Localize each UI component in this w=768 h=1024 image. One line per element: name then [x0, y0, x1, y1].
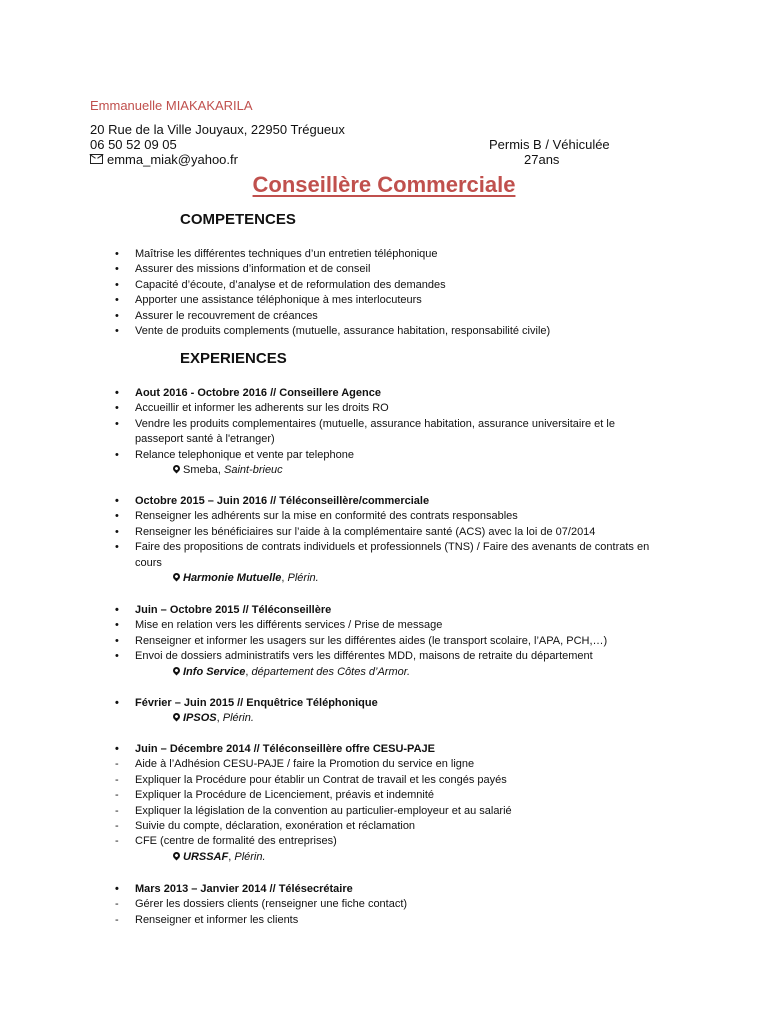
experience-title: • Mars 2013 – Janvier 2014 // Télésecrétaire	[115, 883, 353, 895]
list-item: • Envoi de dossiers administratifs vers les différentes MDD, maisons de retraite du département	[115, 650, 593, 663]
experience-2	[115, 494, 655, 586]
experience-title: • Aout 2016 - Octobre 2016 // Conseillere Agence	[115, 387, 381, 399]
job-title-text: Conseillère Commerciale	[252, 172, 516, 197]
email: emma_miak@yahoo.fr	[107, 152, 238, 167]
list-item: • Accueillir et informer les adherents sur les droits RO	[115, 402, 389, 415]
candidate-name: Emmanuelle MIAKAKARILA	[90, 98, 253, 113]
location: IPSOS, Plérin.	[115, 711, 655, 726]
list-item: - Expliquer la législation de la convention au particulier-employeur et au salarié	[115, 804, 512, 817]
list-item: • Renseigner les adhérents sur la mise en conformité des contrats responsables	[115, 510, 518, 523]
list-item: - Expliquer la Procédure pour établir un Contrat de travail et les congés payés	[115, 773, 507, 786]
list-item: - Suivie du compte, déclaration, exonération et réclamation	[115, 820, 416, 833]
list-item: • Renseigner et informer les usagers sur les différentes aides (le transport scolaire, l’APA, PCH,…)	[115, 634, 608, 647]
experience-title: • Juin – Décembre 2014 // Téléconseillère offre CESU-PAJE	[115, 743, 435, 755]
list-item: • Assurer le recouvrement de créances	[115, 309, 318, 322]
list-item: • Renseigner les bénéficiaires sur l’aide à la complémentaire santé (ACS) avec la loi de 07/2014	[115, 525, 596, 538]
location-pin-icon	[172, 572, 182, 582]
list-item: • Vente de produits complements (mutuelle, assurance habitation, responsabilité civile)	[115, 325, 551, 338]
list-item: • Vendre les produits complementaires (mutuelle, assurance habitation, assurance universitaire et le passeport santé à l'etranger)	[115, 417, 615, 446]
list-item: - Gérer les dossiers clients (renseigner une fiche contact)	[115, 898, 408, 911]
envelope-icon	[90, 154, 103, 164]
phone: 06 50 52 09 05	[90, 137, 177, 152]
location-pin-icon	[172, 712, 182, 722]
list-item: • Apporter une assistance téléphonique à mes interlocuteurs	[115, 294, 422, 307]
list-item: - CFE (centre de formalité des entreprises)	[115, 835, 337, 848]
experience-title: • Juin – Octobre 2015 // Téléconseillère	[115, 604, 332, 616]
location-pin-icon	[172, 464, 182, 474]
experience-6	[115, 882, 655, 928]
experience-3	[115, 603, 655, 680]
location: URSSAF, Plérin.	[115, 850, 655, 865]
location-pin-icon	[172, 665, 182, 675]
experience-1	[115, 386, 655, 478]
address: 20 Rue de la Ville Jouyaux, 22950 Trégueux	[90, 122, 345, 137]
list-item: • Faire des propositions de contrats individuels et professionnels (TNS) / Faire des avenants de contrats en cours	[115, 541, 650, 569]
competences-heading: COMPETENCES	[180, 211, 296, 228]
experience-title: • Février – Juin 2015 // Enquêtrice Téléphonique	[115, 697, 378, 709]
list-item: • Assurer des missions d’information et de conseil	[115, 263, 371, 276]
list-item: • Capacité d’écoute, d’analyse et de reformulation des demandes	[115, 278, 446, 291]
email-line	[90, 152, 238, 167]
job-title	[0, 172, 768, 198]
competences-list	[115, 247, 655, 339]
experience-title: • Octobre 2015 – Juin 2016 // Téléconseillère/commerciale	[115, 495, 430, 507]
location: Info Service, département des Côtes d’Armor.	[115, 665, 655, 680]
age: 27ans	[524, 152, 560, 167]
experiences-heading: EXPERIENCES	[180, 350, 287, 367]
list-item: • Maîtrise les différentes techniques d’un entretien téléphonique	[115, 248, 438, 260]
list-item: • Mise en relation vers les différents services / Prise de message	[115, 619, 443, 632]
list-item: - Expliquer la Procédure de Licenciement, préavis et indemnité	[115, 789, 434, 802]
experience-5	[115, 742, 655, 865]
location-pin-icon	[172, 850, 182, 860]
list-item: • Relance telephonique et vente par telephone	[115, 448, 354, 461]
location: Smeba, Saint-brieuc	[115, 463, 655, 478]
list-item: - Renseigner et informer les clients	[115, 913, 299, 926]
experience-4	[115, 696, 655, 727]
location: Harmonie Mutuelle, Plérin.	[115, 571, 655, 586]
list-item: - Aide à l’Adhésion CESU-PAJE / faire la Promotion du service en ligne	[115, 758, 475, 771]
driving-permit: Permis B / Véhiculée	[489, 137, 610, 152]
